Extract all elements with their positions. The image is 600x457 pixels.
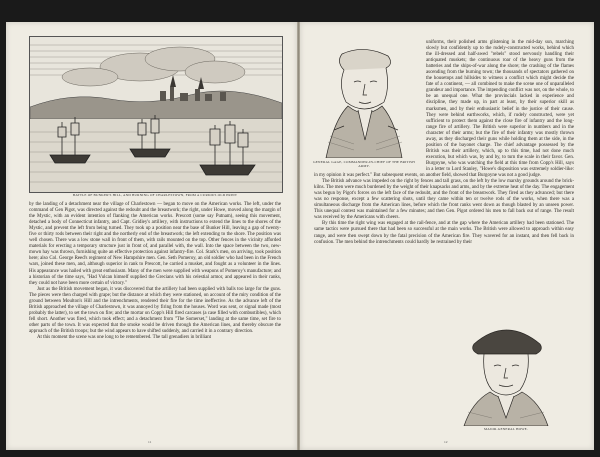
gage-caption: GENERAL GAGE, COMMANDER-IN-CHIEF OF THE BRITISH ARMY. — [313, 160, 415, 169]
howe-caption: MAJOR-GENERAL HOWE. — [484, 427, 528, 431]
gage-portrait-spacer — [314, 40, 426, 168]
left-paragraph-2: Just as the British movement began, it was discovered that the artillery had been supplied with balls too large for the guns. The pieces were then charged with grape; but the distance at which they were stationed, on account of the miry condition of the ground between Moulton's Hill and the intrenchments, rendered their fire for the time ineffective. As the advance left of the British approached the village of Charlestown, it was annoyed by firing from the houses. Word was sent, or signal made (most probably the latter), to set the town on fire; and the mortar on Copp's Hill fired carcases (a case filled with combustibles), which fell short. Another was fired, which took effect; and a detachment from "The Somerset," landing at the same time, set fire to other parts of the town. It was expected that the smoke would be driven through the American lines, and thereby obscure the approach of the British troops; but the wind appears to have shifted suddenly, and carried it in a contrary direction. — [29, 286, 281, 334]
left-body-text — [29, 202, 281, 438]
battle-scene-image — [30, 37, 282, 192]
right-page — [300, 22, 594, 450]
right-body-text — [314, 40, 574, 440]
left-paragraph-3: At this moment the scene was one long to be remembered. The tall grenadiers in brilliant — [37, 335, 212, 341]
right-paragraph-3: By this time the right wing was engaged at the rail-fence, and at the gap where the American artillery had been stationed. The same tactics were pursued there that had been so successful at the main works. The British were allowed to approach within easy range, and were then swept down by the fatal precision of the American fire. They wavered for an instant, and then fell back in confusion. The men behind the intrenchments could hardly be restrained by their — [314, 221, 574, 245]
right-paragraph-1: uniforms, their polished arms glistening in the mid-day sun, marching slowly but confidently up to the rudely-constructed works, behind which the ill-dressed and half-awed "rebels" stood nervously handling their antiquated muskets; the continuous roar of the heavy guns from the batteries and the ships-of-war along the shore; the crashing of the flames ascending from the burning town; the thousands of spectators gathered on the housetops and hillsides to witness a conflict which might decide the fate of a continent, — all combined to make the scene one of unparalleled grandeur and importance. The impending conflict was not, on the whole, to be an unequal one. What the provincials lacked in experience and discipline, they made up, in part at least, by their superior skill as marksmen, and by their enthusiastic belief in the justice of their cause. They were behind earthworks, which, if rudely constructed, were yet sufficient to protect them against the close fire of infantry and the long-range fire of artillery. The British were superior in numbers and in the character of their arms; but the fire of their infantry was mostly thrown away, as they discharged their guns while holding them at the side, in the position of the bayonet charge. The chief advantage possessed by the British was their artillery, which, up to this time, had not done much execution, but which was, by and by, to turn the scale in their favor. Gen. Burgoyne, who was watching the field at this time from Copp's Hill, says in a letter to Lord Stanley, "Howe's disposition was extremely soldier-like: in my opinion it was perfect." But subsequent events, on another field, showed that Burgoyne was not a good judge. — [314, 40, 574, 179]
left-page-number: 11 — [148, 440, 152, 444]
left-paragraph-1: by the landing of a detachment near the village of Charlestown — began to move on the American works. The left, under the command of Gen Pigot, was directed against the redoubt and the breastwork; the right, under Howe, moved along the margin of the Mystic, with an evident intention of flanking the American works. Prescott (some say Putnam), seeing this movement, detached a body of Connecticut infantry, and Capt. Gridley's artillery, with instructions to extend the lines to the shores of the Mystic, and prevent the left from being turned. They took up a position near the base of Bunker Hill, leaving a gap of twenty-five or thirty rods between their right and the northerly end of the breastwork; the left extending to the shore. The position was well chosen. There was a low stone wall in front of them, with rails mounted on the top. Other fences in the vicinity afforded materials for erecting a temporary structure just in front of, and parallel with, the wall. Into the space between the two, new-mown hay was thrown, furnishing quite an effective protection against infantry-fire. Col. Stark's men, on arriving, took position here; also Col. George Reed's regiment of New Hampshire men. Gen. Seth Pomeroy, an old soldier who had been in the French wars, joined these men, and, although superior in rank to Prescott, he carried a musket, and fought as a volunteer in the lines. His appearance was hailed with great enthusiasm. Many of the men were supplied with weapons of Pomeroy's manufacture; and a historian of the time says, "Had Vulcan himself supplied the Grecians with his celestial armor, and appeared in their ranks, they could not have been more certain of victory." — [29, 202, 281, 286]
right-paragraph-2: The British advance was impeded on the right by fences and tall grass, on the left by the low marshy grounds around the brick-kilns. The men were much burdened by the weight of their knapsacks and arms, and by the extreme heat of the day. The engagement was begun by Pigot's forces on the left face of the redoubt, and the front of the breastwork. They fired as they advanced; but there was no response, except a few scattering shots, until they came within ten or twelve rods of the works, when there was a simultaneous discharge from the American lines, before which the front ranks went down as though blasted by an unseen power. This unequal contest was maintained for a few minutes; and then Gen. Pigot ordered his men to fall back out of range. The result was received by the Americans with cheers. — [314, 179, 574, 221]
howe-portrait-spacer — [452, 320, 574, 442]
left-page — [6, 22, 297, 450]
battle-caption: BATTLE OF BUNKER'S HILL, AND BURNING OF CHARLESTOWN, FROM A CURIOUS OLD PRINT — [72, 193, 238, 197]
right-page-number: 12 — [444, 440, 448, 444]
battle-engraving — [29, 36, 283, 193]
